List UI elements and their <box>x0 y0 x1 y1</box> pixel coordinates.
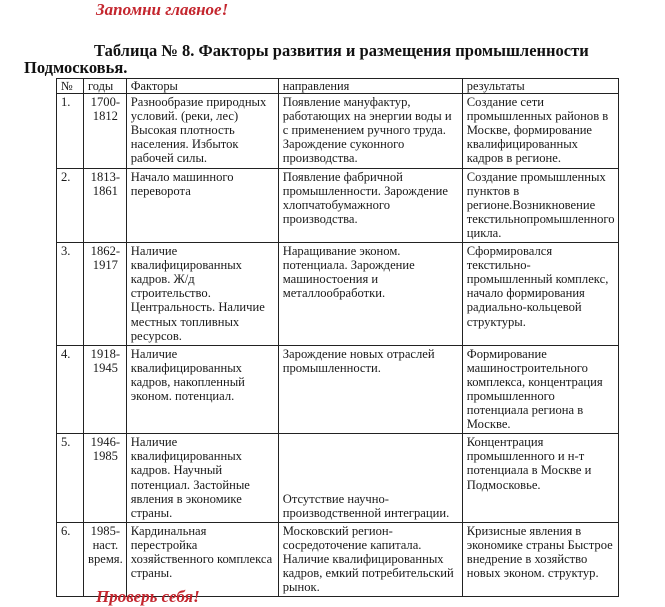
row-factors: Кардинальная перестройка хозяйственного комплекса страны. <box>126 522 278 596</box>
table-row <box>57 168 619 242</box>
row-num: 4. <box>57 345 84 434</box>
row-years: 1813-1861 <box>84 168 127 242</box>
section-label-check-yourself: Проверь себя! <box>96 587 200 606</box>
header-factors: Факторы <box>126 79 278 94</box>
row-years: 1918-1945 <box>84 345 127 434</box>
row-years: 1862-1917 <box>84 243 127 346</box>
header-years: годы <box>84 79 127 94</box>
table-row <box>57 345 619 434</box>
table-row <box>57 434 619 523</box>
row-directions: Появление мануфактур, работающих на энергии воды и с применением ручного труда. Зарождение суконного производства. <box>278 94 462 168</box>
row-years: 1985-наст. время. <box>84 522 127 596</box>
row-years: 1946-1985 <box>84 434 127 523</box>
row-results: Сформировался текстильно-промышленный комплекс, начало формирования радиально-кольцевой структуры. <box>462 243 618 346</box>
row-directions: Московский регион- сосредоточение капитала. Наличие квалифицированных кадров, емкий потребительский рынок. <box>278 522 462 596</box>
header-directions: направления <box>278 79 462 94</box>
row-factors: Начало машинного переворота <box>126 168 278 242</box>
table-title: Таблица № 8. Факторы развития и размещения промышленности Подмосковья. <box>24 41 589 77</box>
row-num: 6. <box>57 522 84 596</box>
row-directions: Наращивание эконом. потенциала. Зарождение машиностоения и металлообработки. <box>278 243 462 346</box>
row-num: 3. <box>57 243 84 346</box>
industry-factors-table <box>56 78 619 597</box>
row-results: Концентрация промышленного и н-т потенциала в Москве и Подмосковье. <box>462 434 618 523</box>
table-row <box>57 94 619 168</box>
row-results: Формирование машиностроительного комплекса, концентрация промышленного потенциала региона в Москве. <box>462 345 618 434</box>
row-results: Создание сети промышленных районов в Москве, формирование квалифицированных кадров в регионе. <box>462 94 618 168</box>
header-num: № <box>57 79 84 94</box>
row-factors: Наличие квалифицированных кадров. Ж/д строительство. Центральность. Наличие местных топливных ресурсов. <box>126 243 278 346</box>
row-directions: Появление фабричной промышленности. Зарождение хлопчатобумажного производства. <box>278 168 462 242</box>
row-factors: Разнообразие природных условий. (реки, лес) Высокая плотность населения. Избыток рабочей силы. <box>126 94 278 168</box>
row-factors: Наличие квалифицированных кадров, накопленный эконом. потенциал. <box>126 345 278 434</box>
section-label-remember: Запомни главное! <box>96 0 229 19</box>
row-num: 5. <box>57 434 84 523</box>
row-num: 2. <box>57 168 84 242</box>
table-header-row <box>57 79 619 94</box>
row-directions: Зарождение новых отраслей промышленности. <box>278 345 462 434</box>
row-results: Создание промышленных пунктов в регионе.Возникновение текстильнопромышленного цикла. <box>462 168 618 242</box>
row-num: 1. <box>57 94 84 168</box>
table-row <box>57 522 619 596</box>
row-directions: Отсутствие научно- производственной интеграции. <box>278 434 462 523</box>
row-factors: Наличие квалифицированных кадров. Научный потенциал. Застойные явления в экономике страны. <box>126 434 278 523</box>
row-results: Кризисные явления в экономике страны Быстрое внедрение в хозяйство новых эконом. структур. <box>462 522 618 596</box>
table-row <box>57 243 619 346</box>
header-results: результаты <box>462 79 618 94</box>
row-years: 1700-1812 <box>84 94 127 168</box>
